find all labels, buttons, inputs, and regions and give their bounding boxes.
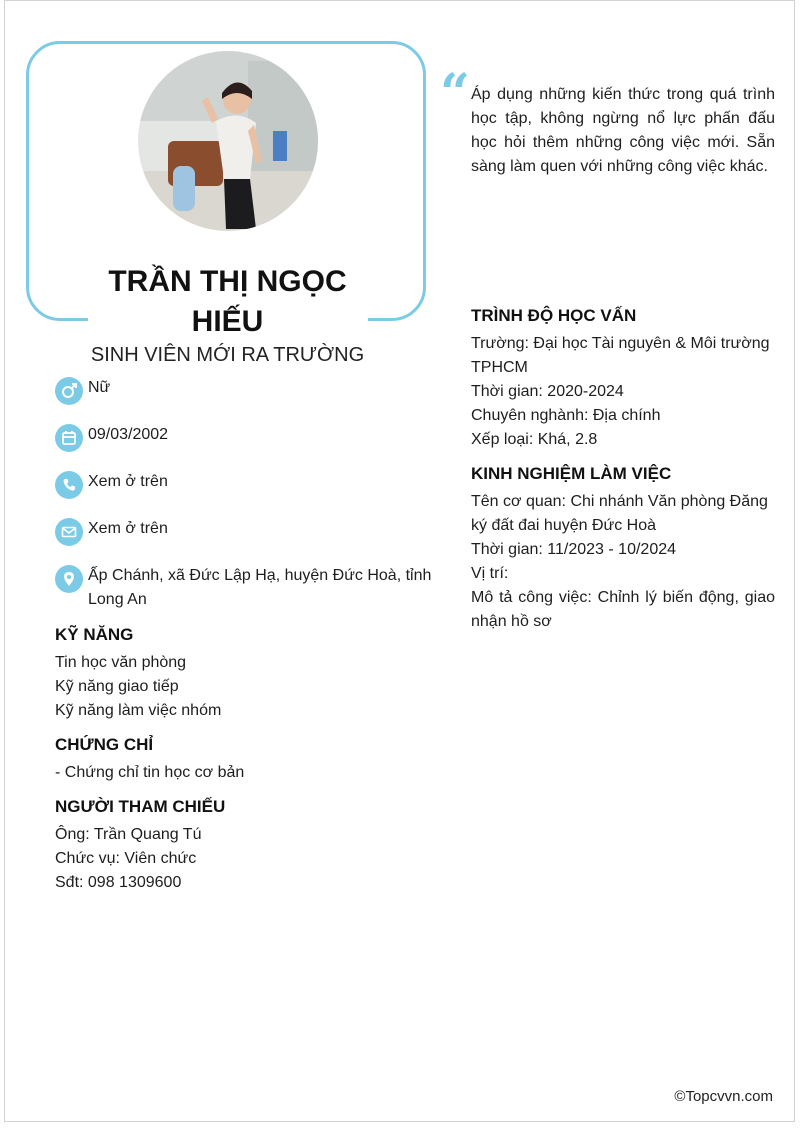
experience-heading: KINH NGHIỆM LÀM VIỆC xyxy=(471,464,672,483)
references-heading: NGƯỜI THAM CHIẾU xyxy=(55,797,226,816)
contact-email xyxy=(55,517,463,546)
certificate-item: - Chứng chỉ tin học cơ bản xyxy=(55,764,245,781)
left-sections xyxy=(55,623,455,905)
candidate-name: TRẦN THỊ NGỌC HIẾU xyxy=(108,265,347,338)
email-icon xyxy=(55,518,83,546)
contact-gender xyxy=(55,376,463,405)
references-section xyxy=(55,795,455,895)
reference-item: Sđt: 098 1309600 xyxy=(55,874,182,891)
quote-icon: “ xyxy=(440,63,470,124)
skills-section xyxy=(55,623,455,723)
skill-item: Tin học văn phòng xyxy=(55,654,187,671)
contact-email-value: Xem ở trên xyxy=(88,520,168,537)
phone-icon xyxy=(55,471,83,499)
education-heading: TRÌNH ĐỘ HỌC VẤN xyxy=(471,306,637,325)
certificates-heading: CHỨNG CHỈ xyxy=(55,735,154,754)
certificates-section xyxy=(55,733,455,785)
experience-section xyxy=(471,462,775,634)
experience-item: Mô tả công việc: Chỉnh lý biến động, giao nhận hồ sơ xyxy=(471,589,775,630)
contact-phone xyxy=(55,470,463,499)
right-sections xyxy=(471,304,775,644)
contact-address xyxy=(55,564,463,612)
reference-item: Ông: Trần Quang Tú xyxy=(55,826,202,843)
education-item: Xếp loại: Khá, 2.8 xyxy=(471,431,598,448)
experience-item: Thời gian: 11/2023 - 10/2024 xyxy=(471,541,677,558)
contact-birthday xyxy=(55,423,463,452)
experience-item: Tên cơ quan: Chi nhánh Văn phòng Đăng ký đất đai huyện Đức Hoà xyxy=(471,493,768,534)
education-item: Trường: Đại học Tài nguyên & Môi trường TPHCM xyxy=(471,335,770,376)
copyright-footer: ©Topcvvn.com xyxy=(674,1088,773,1105)
career-objective: Áp dụng những kiến thức trong quá trình học tập, không ngừng nổ lực phấn đấu học hỏi thêm những công việc mới. Sẵn sàng làm quen với những công việc khác. xyxy=(471,86,775,175)
avatar xyxy=(138,51,318,231)
skill-item: Kỹ năng giao tiếp xyxy=(55,678,179,695)
contact-list xyxy=(55,376,463,630)
job-title: SINH VIÊN MỚI RA TRƯỜNG xyxy=(90,344,365,366)
experience-item: Vị trí: xyxy=(471,565,509,582)
contact-gender-value: Nữ xyxy=(88,379,111,396)
education-item: Thời gian: 2020-2024 xyxy=(471,383,624,400)
reference-item: Chức vụ: Viên chức xyxy=(55,850,197,867)
calendar-icon xyxy=(55,424,83,452)
education-section xyxy=(471,304,775,452)
contact-address-value: Ấp Chánh, xã Đức Lập Hạ, huyện Đức Hoà, tỉnh Long An xyxy=(88,567,432,608)
skills-heading: KỸ NĂNG xyxy=(55,625,134,644)
gender-icon xyxy=(55,377,83,405)
location-icon xyxy=(55,565,83,593)
contact-phone-value: Xem ở trên xyxy=(88,473,168,490)
contact-birthday-value: 09/03/2002 xyxy=(88,426,169,443)
education-item: Chuyên nghành: Địa chính xyxy=(471,407,661,424)
avatar-photo xyxy=(138,51,318,231)
skill-item: Kỹ năng làm việc nhóm xyxy=(55,702,222,719)
